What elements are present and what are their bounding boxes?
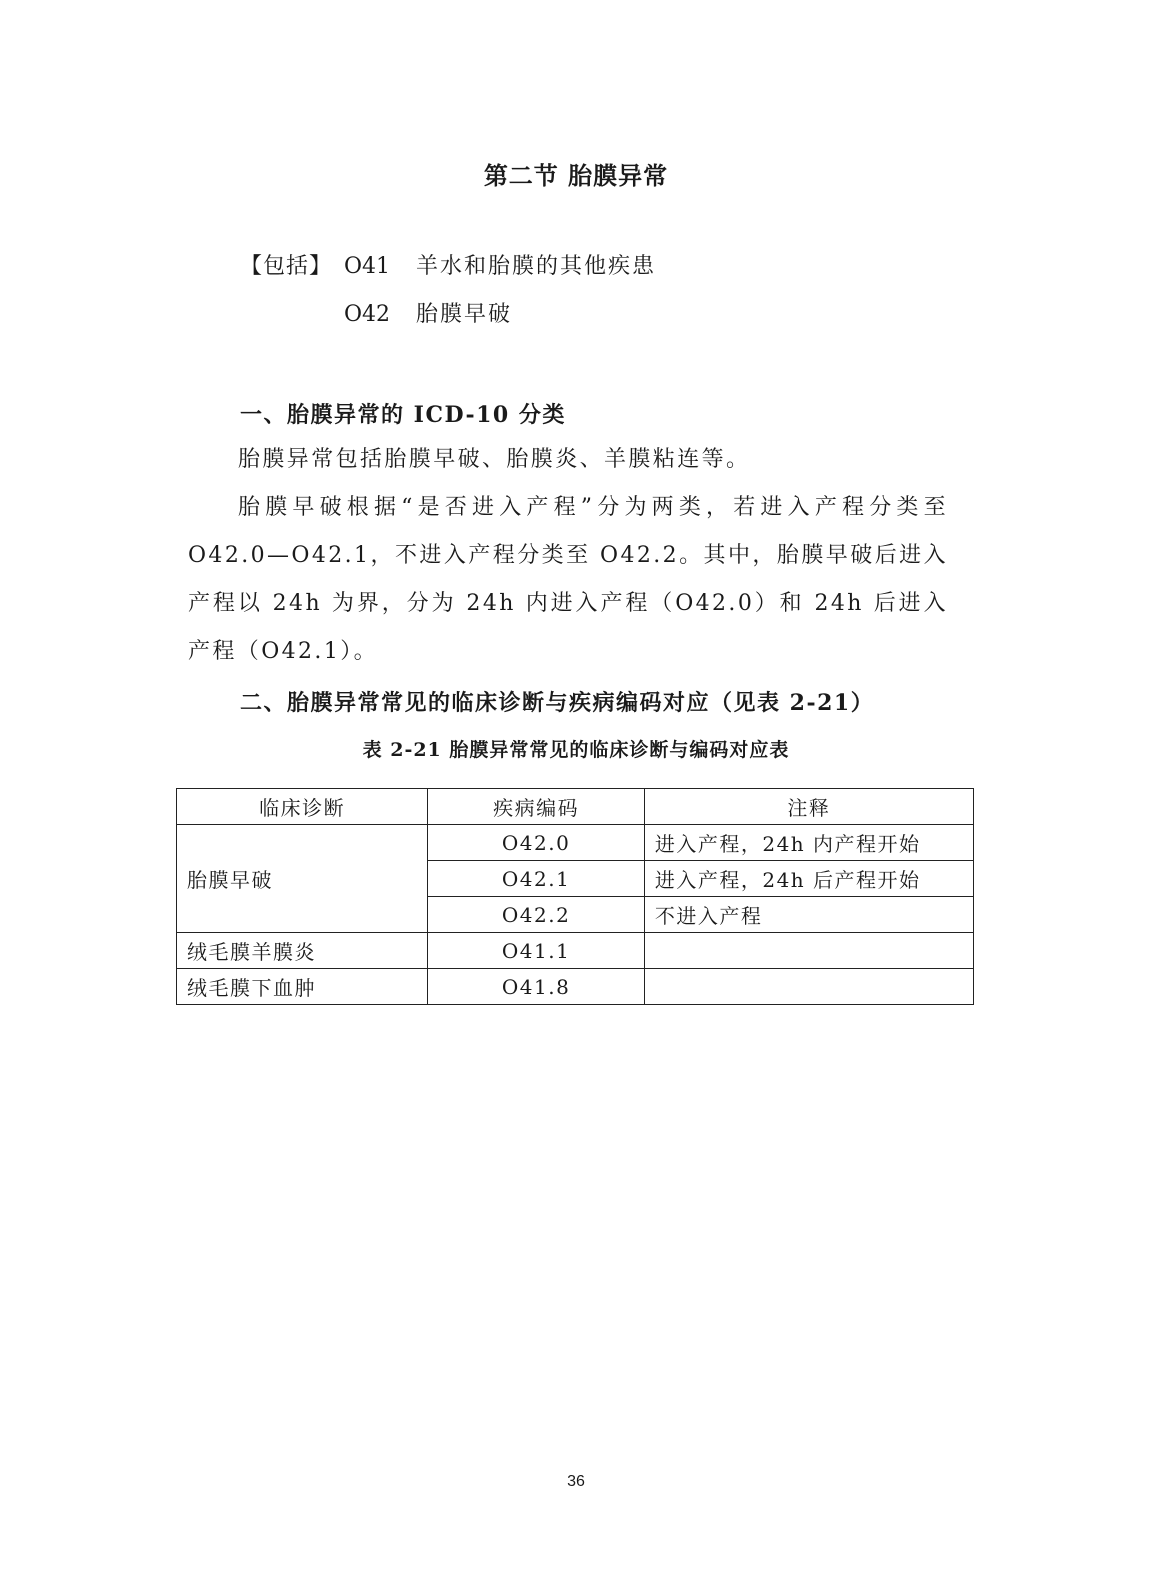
code-cell: O42.0 [428, 825, 645, 861]
code-cell: O42.2 [428, 897, 645, 933]
diagnosis-cell: 胎膜早破 [177, 825, 428, 933]
note-cell [644, 969, 973, 1005]
diagnosis-cell: 绒毛膜下血肿 [177, 969, 428, 1005]
column-header: 疾病编码 [428, 789, 645, 825]
column-header: 临床诊断 [177, 789, 428, 825]
note-cell: 进入产程，24h 后产程开始 [644, 861, 973, 897]
paragraph: 胎膜早破根据“是否进入产程”分为两类，若进入产程分类至 O42.0—O42.1，不进入产程分类至 O42.2。其中，胎膜早破后进入产程以 24h 为界，分为 24h 内进入产程（O42.0）和 24h 后进入产程（O42.1）。 [188, 495, 948, 664]
code-cell: O41.1 [428, 933, 645, 969]
include-code: O42 [344, 302, 391, 327]
section-title: 第二节 胎膜异常 [483, 161, 669, 190]
code-cell: O41.8 [428, 969, 645, 1005]
page-number: 36 [567, 1473, 585, 1490]
table-caption: 表 2-21 胎膜异常常见的临床诊断与编码对应表 [362, 739, 790, 761]
include-description: 胎膜早破 [416, 302, 513, 327]
diagnosis-code-table [176, 788, 974, 1005]
heading-icd-classification: 一、胎膜异常的 ICD-10 分类 [240, 402, 566, 428]
include-description: 羊水和胎膜的其他疾患 [416, 254, 657, 279]
table-row [177, 969, 974, 1005]
diagnosis-cell: 绒毛膜羊膜炎 [177, 933, 428, 969]
note-cell [644, 933, 973, 969]
include-code: O41 [344, 254, 391, 279]
table-row [177, 933, 974, 969]
code-cell: O42.1 [428, 861, 645, 897]
heading-diagnosis-mapping: 二、胎膜异常常见的临床诊断与疾病编码对应（见表 2-21） [240, 690, 875, 716]
table-row [177, 825, 974, 861]
includes-label: 【包括】 [240, 254, 333, 279]
table-header-row [177, 789, 974, 825]
column-header: 注释 [644, 789, 973, 825]
note-cell: 进入产程，24h 内产程开始 [644, 825, 973, 861]
note-cell: 不进入产程 [644, 897, 973, 933]
paragraph: 胎膜异常包括胎膜早破、胎膜炎、羊膜粘连等。 [238, 447, 751, 472]
